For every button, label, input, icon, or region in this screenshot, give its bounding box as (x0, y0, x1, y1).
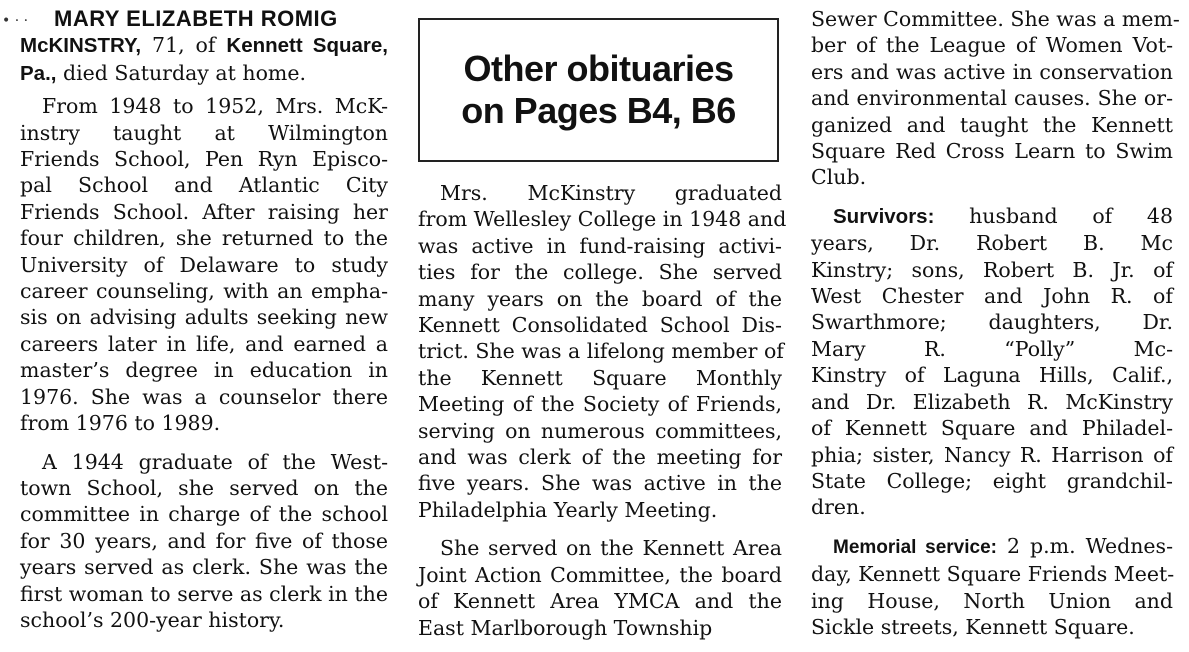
text-line: of Kennett Square and Philadel- (811, 416, 1173, 441)
text-line: Meeting of the Society of Friends, (418, 392, 782, 417)
memorial-label: Memorial service: (833, 536, 997, 558)
text-line: Swarthmore; daughters, Dr. (811, 310, 1173, 335)
paragraph-committees (418, 535, 782, 641)
deceased-name: MARY ELIZABETH ROMIG (54, 6, 338, 31)
text-line: ers and was active in conservation (811, 59, 1173, 84)
text-line: University of Delaware to study (20, 252, 388, 277)
text-line: and Dr. Elizabeth R. McKinstry (811, 389, 1173, 414)
text-line: State College; eight grandchil- (811, 468, 1173, 493)
text-line: Sewer Committee. She was a mem- (811, 7, 1180, 31)
memorial-section (811, 533, 1173, 641)
text-line: careers later in life, and earned a (20, 331, 388, 356)
text-line: five years. She was active in the (418, 471, 782, 496)
box-line-2: on Pages B4, B6 (461, 90, 736, 131)
paragraph-career (20, 93, 388, 436)
other-obituaries-box (418, 18, 779, 162)
paragraph-wellesley (418, 180, 787, 523)
text-line: sis on advising adults seeking new (20, 305, 388, 330)
text-line: and was clerk of the meeting for (418, 445, 782, 470)
hometown-state: Pa., (20, 61, 57, 85)
text-line: the Kennett Square Monthly (418, 365, 782, 390)
text-line: day, Kennett Square Friends Meet- (811, 562, 1175, 587)
text-line: from 1976 to 1989. (20, 411, 221, 436)
box-line-1: Other obituaries (463, 48, 734, 89)
text-line: committee in charge of the school (20, 502, 388, 527)
ink-specks: • · · (2, 13, 29, 29)
text-line: Kennett Consolidated School Dis- (418, 313, 782, 338)
text-line: ber of the League of Women Vot- (811, 33, 1173, 58)
text-line: Mary R. “Polly” Mc- (811, 336, 1173, 361)
text-line: A 1944 graduate of the West- (42, 449, 388, 474)
text-line: ganized and taught the Kennett (811, 112, 1173, 137)
text-line: Mrs. McKinstry graduated (440, 181, 782, 205)
death-notice: died Saturday at home. (56, 60, 306, 85)
text-line: Friends School. After raising her (20, 199, 388, 224)
paragraph-westtown (20, 449, 388, 634)
text-line: trict. She was a lifelong member of (418, 339, 784, 364)
text-line: instry taught at Wilmington (20, 120, 388, 145)
text-line: East Marlborough Township (418, 615, 713, 640)
text-line: many years on the board of the (418, 286, 782, 311)
text-line: From 1948 to 1952, Mrs. McK- (42, 94, 388, 119)
text-line: was active in fund-raising activi- (418, 233, 782, 258)
survivors-section (811, 203, 1173, 521)
text-line: Kinstry of Laguna Hills, Calif., (811, 363, 1173, 388)
text-line: career counseling, with an empha- (20, 279, 388, 304)
text-line: phia; sister, Nancy R. Harrison of (811, 442, 1173, 467)
text-line: Square Red Cross Learn to Swim (811, 139, 1173, 164)
column-1 (20, 6, 388, 633)
text-line: pal School and Atlantic City (20, 173, 388, 198)
text-line: town School, she served on the (20, 475, 388, 500)
text-line: Sickle streets, Kennett Square. (811, 614, 1135, 639)
age-text: 71, of (141, 33, 227, 58)
text-line: 1976. She was a counselor there (20, 384, 388, 409)
hometown: Kennett Square, (226, 34, 388, 58)
deceased-surname: McKINSTRY, (20, 34, 142, 58)
text-line: of Kennett Area YMCA and the (418, 589, 782, 614)
text-line: and environmental causes. She or- (811, 86, 1173, 111)
obituary-heading-line-2 (20, 32, 388, 59)
text-line: Philadelphia Yearly Meeting. (418, 497, 718, 522)
text-line: first woman to serve as clerk in the (20, 581, 388, 606)
text-line: Friends School, Pen Ryn Episco- (20, 147, 388, 172)
paragraph-league (811, 6, 1180, 191)
text-line: school’s 200-year history. (20, 607, 285, 632)
obituary-heading-line-3 (20, 60, 388, 87)
memorial-text: 2 p.m. Wednes- (997, 533, 1174, 558)
text-line: dren. (811, 495, 866, 520)
memorial-line (811, 533, 1173, 561)
text-line: from Wellesley College in 1948 and (418, 207, 787, 232)
text-line: for 30 years, and for five of those (20, 528, 388, 553)
survivors-text: husband of 48 (934, 203, 1173, 228)
survivors-line (811, 203, 1173, 230)
text-line: West Chester and John R. of (811, 284, 1173, 309)
text-line: Joint Action Committee, the board (418, 562, 782, 587)
column-3 (811, 6, 1180, 640)
text-line: She served on the Kennett Area (440, 536, 782, 561)
text-line: Club. (811, 165, 867, 190)
text-line: serving on numerous committees, (418, 418, 782, 443)
text-line: master’s degree in education in (20, 358, 388, 383)
text-line: ing House, North Union and (811, 588, 1173, 613)
column-2 (418, 0, 787, 641)
text-line: ties for the college. She served (418, 260, 782, 285)
text-line: four children, she returned to the (20, 226, 388, 251)
text-line: years served as clerk. She was the (20, 555, 388, 580)
survivors-label: Survivors: (833, 204, 935, 228)
text-line: years, Dr. Robert B. Mc (811, 231, 1173, 256)
text-line: Kinstry; sons, Robert B. Jr. of (811, 257, 1173, 282)
obituary-heading-line-1 (20, 6, 388, 32)
